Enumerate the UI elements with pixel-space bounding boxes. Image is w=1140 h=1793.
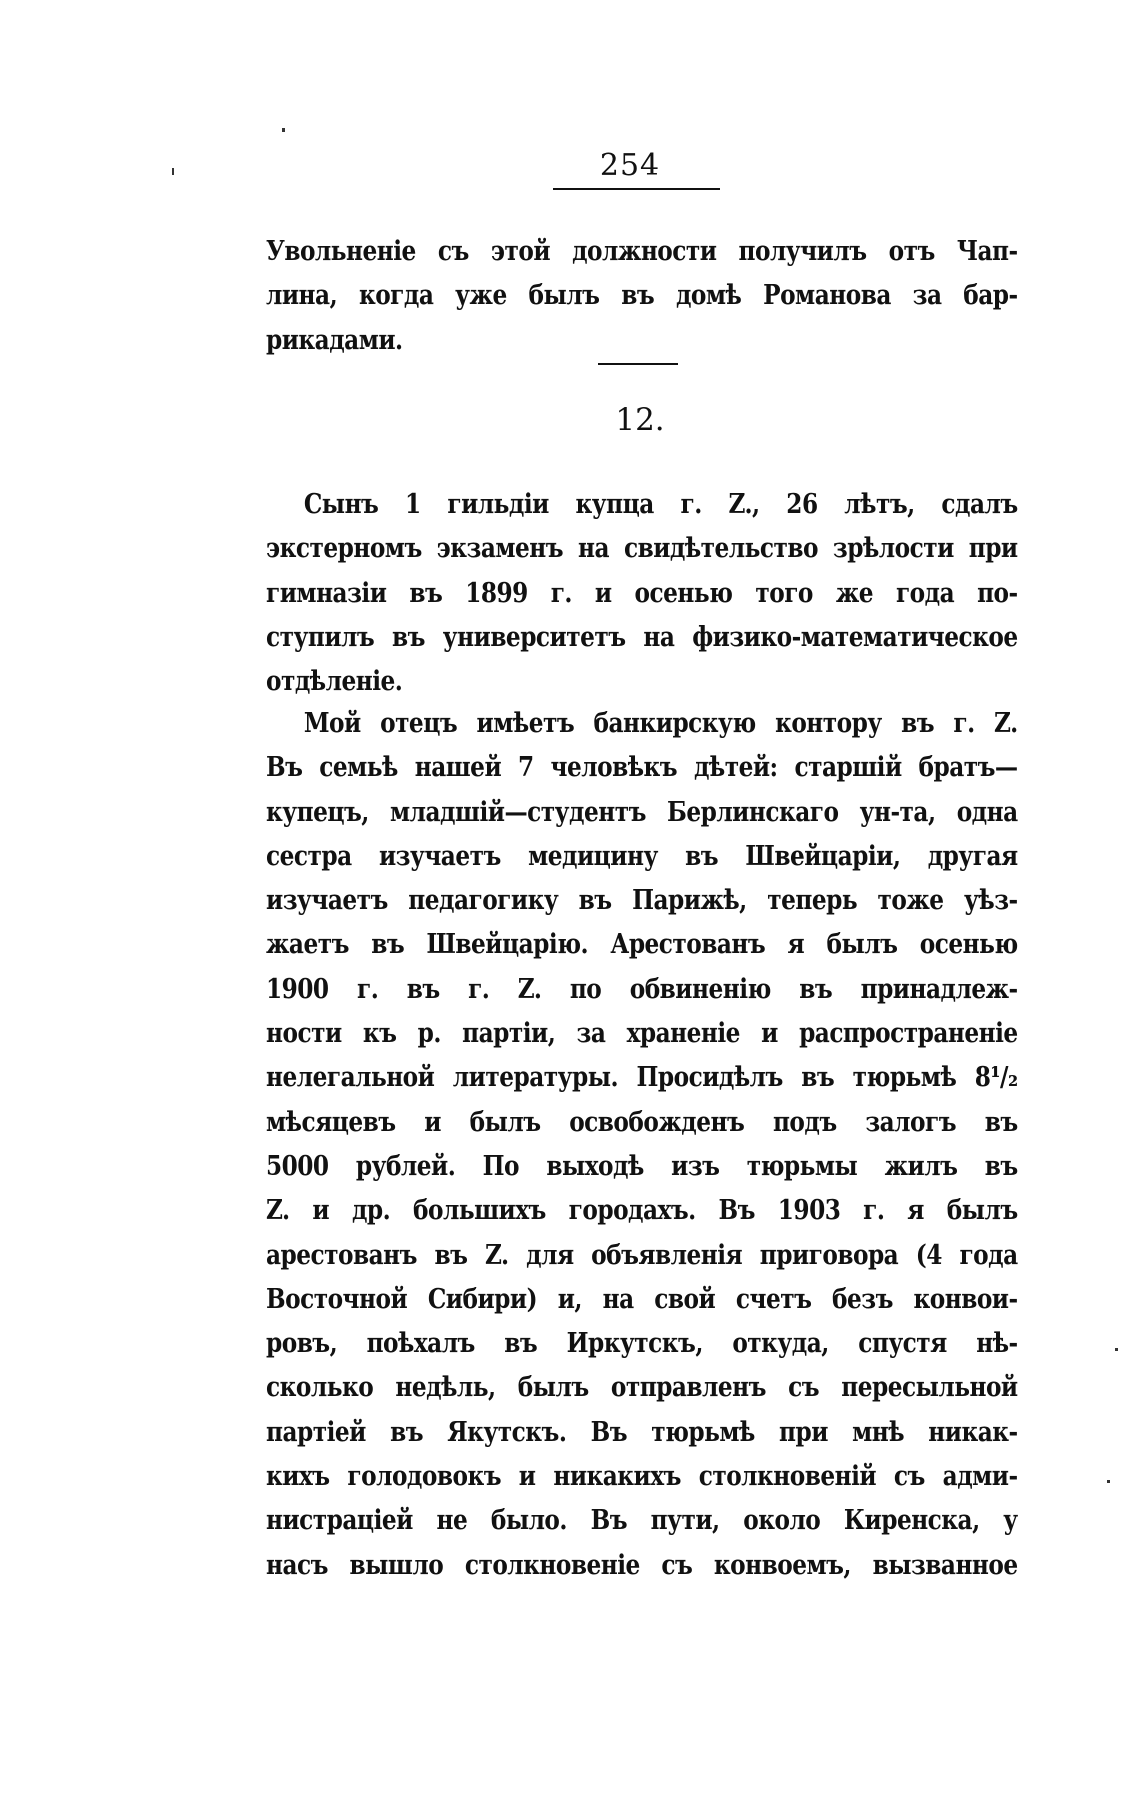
text-line: гимназіи въ 1899 г. и осенью того же года по- — [266, 577, 1018, 609]
header-rule — [553, 188, 720, 190]
text-line: мѣсяцевъ и былъ освобожденъ подъ залогъ въ — [266, 1106, 1018, 1138]
ink-speck — [282, 128, 285, 132]
text-line: экстерномъ экзаменъ на свидѣтельство зрѣлости при — [266, 533, 1018, 565]
text-line: нистраціей не было. Въ пути, около Киренска, у — [266, 1505, 1018, 1537]
text-line: изучаетъ педагогику въ Парижѣ, теперь тоже уѣз- — [266, 885, 1018, 917]
text-line: Въ семьѣ нашей 7 человѣкъ дѣтей: старшій братъ— — [266, 752, 1018, 784]
text-line: ровъ, поѣхалъ въ Иркутскъ, откуда, спустя нѣ- — [266, 1328, 1018, 1360]
section-number: 12. — [615, 402, 665, 438]
paragraph-1 — [266, 483, 1018, 704]
text-line: отдѣленіе. — [266, 666, 403, 698]
text-line: жаетъ въ Швейцарію. Арестованъ я былъ осенью — [266, 929, 1018, 961]
text-line: ступилъ въ университетъ на физико-математическое — [266, 621, 1018, 653]
text-line: сестра изучаетъ медицину въ Швейцаріи, другая — [266, 840, 1018, 872]
text-line: Мой отецъ имѣетъ банкирскую контору въ г. Z. — [303, 708, 1018, 739]
text-line: сколько недѣль, былъ отправленъ съ пересыльной — [266, 1372, 1018, 1404]
text-line: рикадами. — [266, 324, 403, 356]
text-line: ности къ р. партіи, за храненіе и распространеніе — [266, 1018, 1018, 1050]
text-line: 5000 рублей. По выходѣ изъ тюрьмы жилъ въ — [266, 1150, 1018, 1182]
text-line: насъ вышло столкновеніе съ конвоемъ, вызванное — [266, 1549, 1018, 1581]
text-line: 1900 г. въ г. Z. по обвиненію въ принадлеж- — [266, 973, 1018, 1005]
text-line: Увольненіе съ этой должности получилъ отъ Чап- — [266, 236, 1018, 267]
text-line: Сынъ 1 гильдіи купца г. Z., 26 лѣтъ, сдалъ — [303, 489, 1018, 520]
text-line: партіей въ Якутскъ. Въ тюрьмѣ при мнѣ никак- — [266, 1416, 1018, 1448]
page-number: 254 — [599, 148, 661, 183]
paragraph-2 — [266, 702, 1018, 1588]
ink-speck — [1107, 1480, 1110, 1483]
intro-paragraph — [266, 230, 1018, 363]
text-line: Восточной Сибири) и, на свой счетъ безъ конвои- — [266, 1283, 1018, 1315]
text-line: лина, когда уже былъ въ домѣ Романова за бар- — [266, 280, 1018, 312]
text-line: Z. и др. большихъ городахъ. Въ 1903 г. я былъ — [266, 1195, 1018, 1227]
text-line: кихъ голодовокъ и никакихъ столкновеній съ адми- — [266, 1461, 1018, 1493]
text-line: купецъ, младшій—студентъ Берлинскаго ун-та, одна — [266, 796, 1018, 828]
text-line: нелегальной литературы. Просидѣлъ въ тюрьмѣ 8¹/₂ — [266, 1062, 1018, 1094]
text-line: арестованъ въ Z. для объявленія приговора (4 года — [266, 1239, 1018, 1271]
ink-speck — [172, 168, 174, 175]
section-rule — [598, 363, 678, 365]
ink-speck — [1115, 1348, 1118, 1351]
